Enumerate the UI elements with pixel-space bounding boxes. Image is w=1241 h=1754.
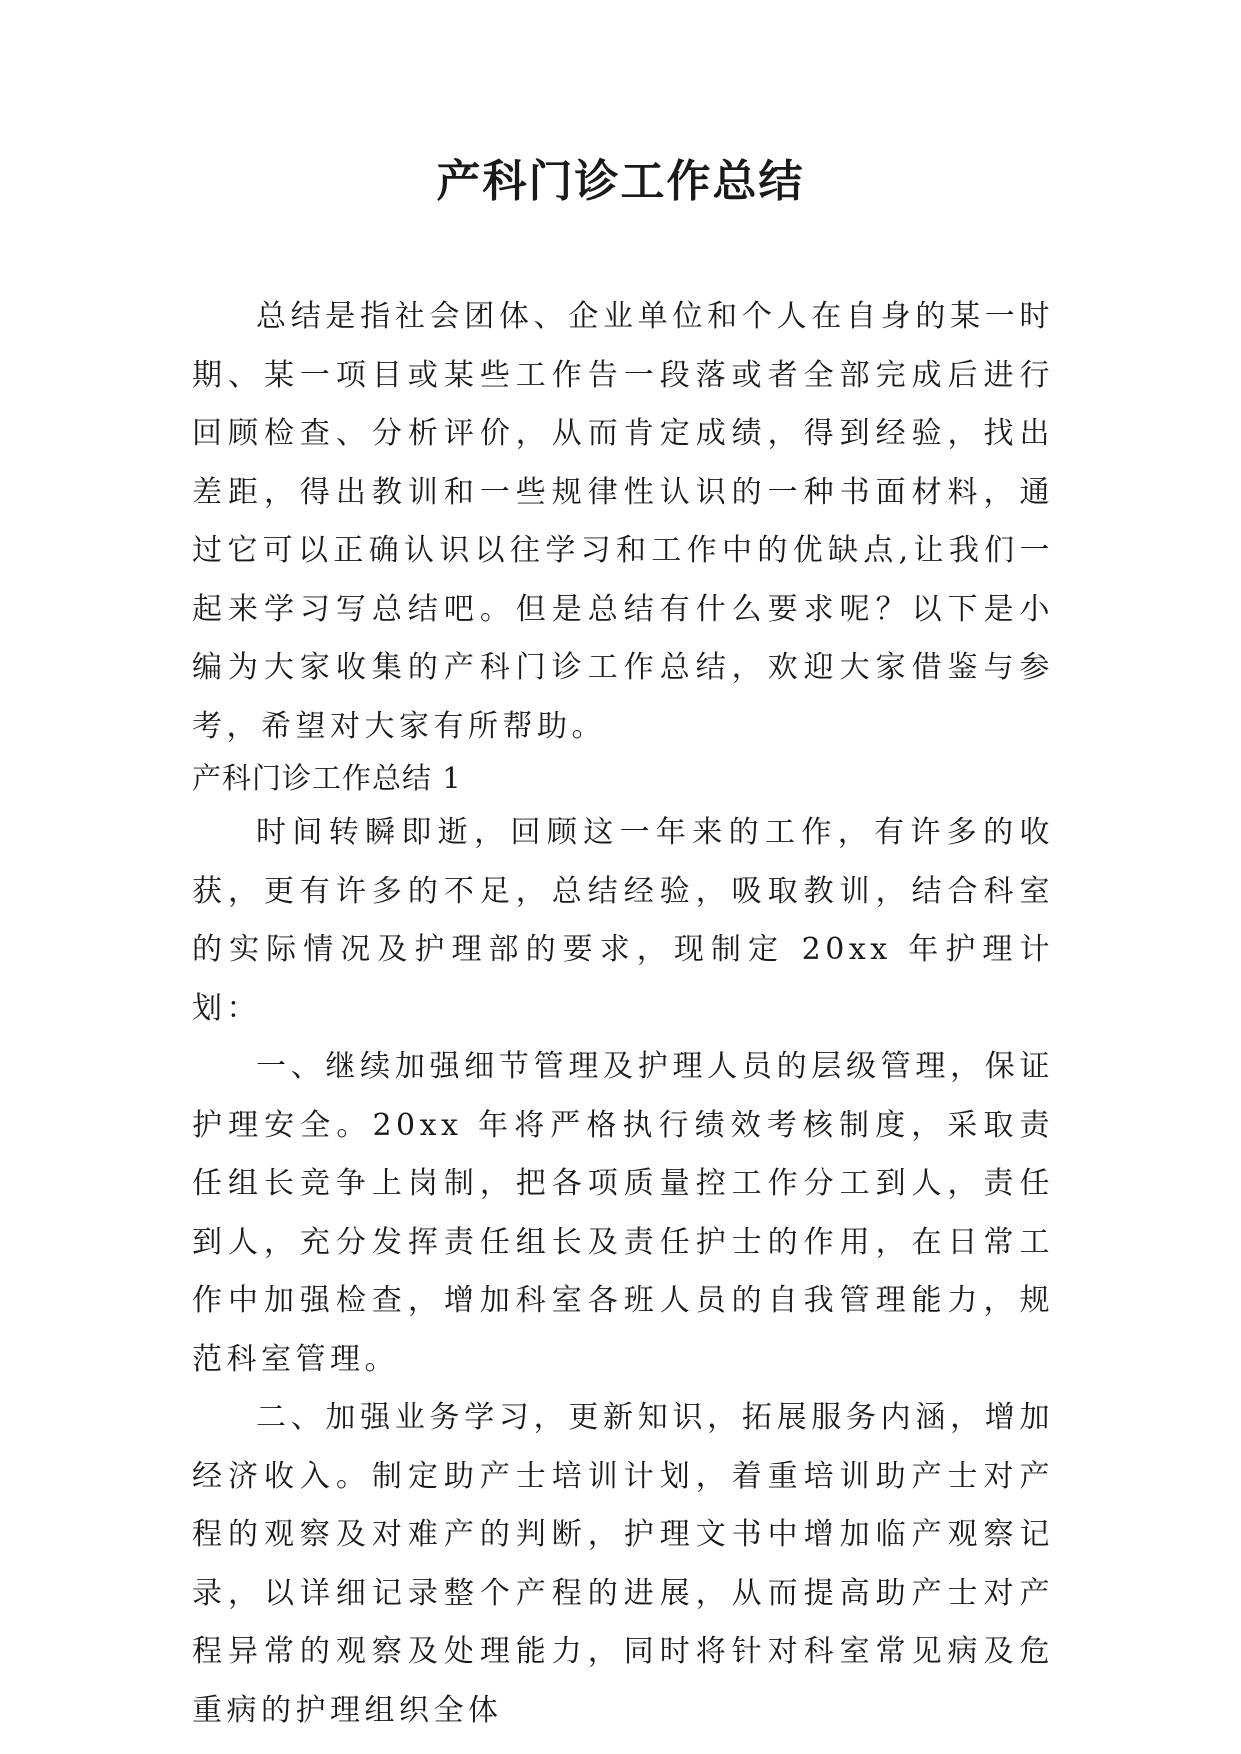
section-heading: 产科门诊工作总结 1 (192, 761, 462, 795)
document-title: 产科门诊工作总结 (436, 156, 805, 207)
section-body (192, 804, 1054, 1740)
body-paragraph-3: 二、加强业务学习，更新知识，拓展服务内涵，增加经济收入。制定助产士培训计划，着重培训助产士对产程的观察及对难产的判断，护理文书中增加临产观察记录，以详细记录整个产程的进展，从而提高助产士对产程异常的观察及处理能力，同时将针对科室常见病及危重病的护理组织全体 (192, 1400, 1054, 1728)
body-paragraph-2: 一、继续加强细节管理及护理人员的层级管理，保证护理安全。20xx 年将严格执行绩效考核制度，采取责任组长竞争上岗制，把各项质量控工作分工到人，责任到人，充分发挥责任组长及责任护士的作用，在日常工作中加强检查，增加科室各班人员的自我管理能力，规范科室管理。 (192, 1049, 1054, 1377)
intro-paragraph: 总结是指社会团体、企业单位和个人在自身的某一时期、某一项目或某些工作告一段落或者全部完成后进行回顾检查、分析评价，从而肯定成绩，得到经验，找出差距，得出教训和一些规律性认识的一种书面材料，通过它可以正确认识以往学习和工作中的优缺点,让我们一起来学习写总结吧。但是总结有什么要求呢？以下是小编为大家收集的产科门诊工作总结，欢迎大家借鉴与参考，希望对大家有所帮助。 (192, 299, 1054, 744)
body-paragraph-1: 时间转瞬即逝，回顾这一年来的工作，有许多的收获，更有许多的不足，总结经验，吸取教训，结合科室的实际情况及护理部的要求，现制定 20xx 年护理计划： (192, 815, 1054, 1026)
